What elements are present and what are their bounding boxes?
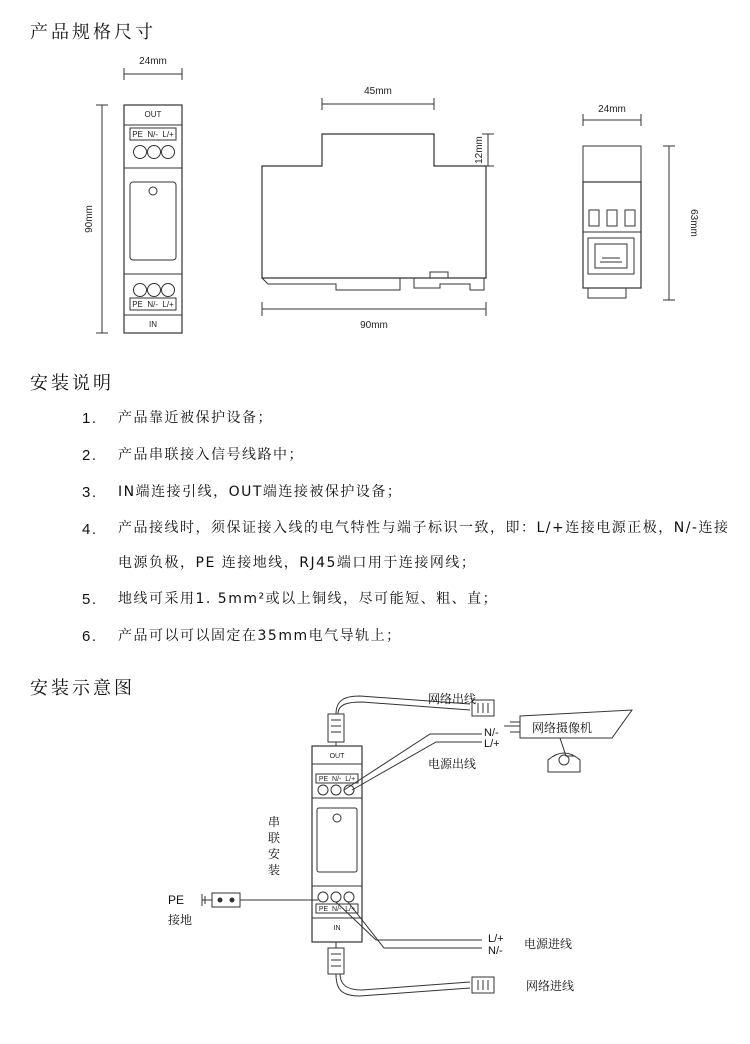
install-steps (82, 400, 732, 655)
install-section-title: 安装说明 (30, 373, 114, 394)
front-terminal-label-bottom: PE N/- L/+ (132, 300, 174, 309)
step-text: 地线可采用1. 5mm²或以上铜线，尽可能短、粗、直； (118, 591, 499, 607)
front-in-label: IN (149, 320, 157, 329)
front-view (96, 68, 182, 333)
power-in-label: 电源进线 (524, 937, 573, 951)
install-diagram (0, 690, 750, 1044)
series-char-1: 串 (268, 815, 281, 829)
net-out-label: 网络出线 (428, 691, 477, 706)
step-5 (82, 581, 732, 618)
step-text: 产品可以可以固定在35mm电气导轨上； (118, 628, 402, 644)
side-length-label: 90mm (360, 320, 388, 331)
lplus-out-label: L/+ (484, 738, 500, 750)
spec-section-title: 产品规格尺寸 (30, 22, 156, 43)
end-height-label: 63mm (688, 209, 699, 237)
lplus-in-label: L/+ (488, 933, 504, 945)
spec-drawings (0, 0, 750, 350)
diagram-terminal-label-top: PE N/- L/+ (318, 776, 356, 783)
front-terminal-label-top: PE N/- L/+ (132, 130, 174, 139)
step-text: IN端连接引线，OUT端连接被保护设备； (118, 484, 403, 500)
step-number: 4. (82, 521, 98, 538)
step-text: 产品串联接入信号线路中； (118, 447, 304, 463)
camera-icon (504, 710, 632, 772)
step-1 (82, 400, 732, 437)
step-3 (82, 474, 732, 511)
nminus-in-label: N/- (488, 945, 503, 957)
bottom-rj45-plug (328, 942, 494, 996)
step-number: 6. (82, 628, 98, 645)
diagram-section-title: 安装示意图 (30, 678, 135, 699)
step-text: 产品靠近被保护设备； (118, 410, 273, 426)
ground-label: 接地 (168, 913, 193, 927)
step-4 (82, 511, 732, 581)
step-6 (82, 618, 732, 655)
diagram-in-label: IN (333, 925, 341, 932)
end-view (583, 114, 675, 300)
front-out-label: OUT (144, 110, 162, 119)
series-char-3: 安 (268, 847, 281, 861)
pe-label: PE (168, 893, 185, 907)
net-in-label: 网络进线 (526, 979, 575, 993)
front-height-label: 90mm (84, 205, 95, 233)
diagram-out-label: OUT (329, 753, 345, 760)
diagram-terminal-label-bottom: PE N/- L/+ (318, 906, 356, 913)
series-char-4: 装 (268, 863, 281, 877)
end-width-label: 24mm (598, 104, 626, 115)
power-out-label: 电源出线 (428, 757, 477, 771)
side-view (262, 98, 494, 316)
side-notch-label: 12mm (474, 136, 485, 164)
camera-label: 网络摄像机 (532, 721, 593, 735)
step-2 (82, 437, 732, 474)
step-number: 3. (82, 484, 98, 501)
side-width-label: 45mm (364, 86, 392, 97)
step-number: 5. (82, 591, 98, 608)
step-number: 2. (82, 447, 98, 464)
ground-connector (202, 893, 318, 907)
series-char-2: 联 (268, 831, 281, 845)
nminus-out-label: N/- (484, 727, 499, 739)
step-number: 1. (82, 410, 98, 427)
step-text: 产品接线时，须保证接入线的电气特性与端子标识一致，即：L/+连接电源正极，N/-连接电源负极，PE 连接地线，RJ45端口用于连接网线； (118, 520, 730, 571)
front-width-label: 24mm (139, 56, 167, 67)
